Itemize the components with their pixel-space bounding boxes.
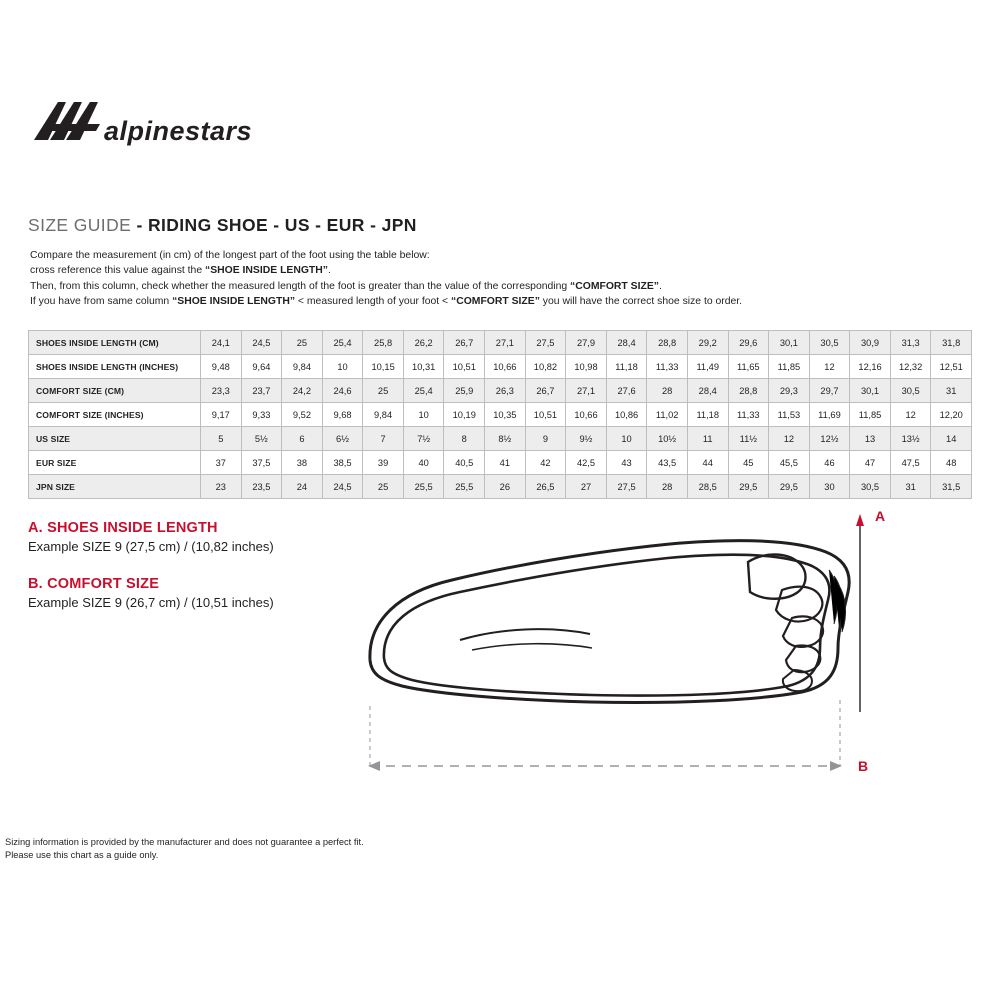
table-cell: 11,02 <box>647 403 688 427</box>
table-cell: 9,84 <box>282 355 323 379</box>
table-row-header: EUR SIZE <box>29 451 201 475</box>
instruction-line-3 <box>30 279 750 294</box>
table-cell: 37,5 <box>241 451 282 475</box>
marker-b-label: B <box>858 758 869 774</box>
table-cell: 39 <box>363 451 404 475</box>
table-cell: 25,8 <box>363 331 404 355</box>
table-cell: 9,68 <box>322 403 363 427</box>
table-cell: 28,4 <box>687 379 728 403</box>
table-cell: 8 <box>444 427 485 451</box>
table-cell: 24,5 <box>322 475 363 499</box>
table-cell: 38 <box>282 451 323 475</box>
table-cell: 40 <box>403 451 444 475</box>
table-cell: 30,5 <box>850 475 891 499</box>
legend-b-title: B. COMFORT SIZE <box>28 576 160 592</box>
table-row-header: SHOES INSIDE LENGTH (INCHES) <box>29 355 201 379</box>
table-cell: 26,7 <box>525 379 566 403</box>
table-cell: 11,33 <box>647 355 688 379</box>
table-cell: 8½ <box>485 427 526 451</box>
table-cell: 25,5 <box>403 475 444 499</box>
table-cell: 25,5 <box>444 475 485 499</box>
table-cell: 23,7 <box>241 379 282 403</box>
table-cell: 9,64 <box>241 355 282 379</box>
table-cell: 25 <box>363 475 404 499</box>
table-cell: 10,15 <box>363 355 404 379</box>
table-cell: 7 <box>363 427 404 451</box>
footer-disclaimer <box>5 836 364 862</box>
table-cell: 12½ <box>809 427 850 451</box>
table-row <box>29 403 972 427</box>
size-table-wrapper <box>28 330 972 499</box>
table-cell: 43,5 <box>647 451 688 475</box>
table-cell: 11,33 <box>728 403 769 427</box>
alpinestars-star-icon <box>28 96 258 168</box>
table-cell: 11,85 <box>850 403 891 427</box>
table-cell: 6 <box>282 427 323 451</box>
table-cell: 31,8 <box>931 331 972 355</box>
table-cell: 26,7 <box>444 331 485 355</box>
table-cell: 13½ <box>890 427 931 451</box>
table-row <box>29 427 972 451</box>
table-cell: 11,18 <box>687 403 728 427</box>
table-cell: 30,9 <box>850 331 891 355</box>
table-cell: 9,52 <box>282 403 323 427</box>
table-cell: 11,18 <box>606 355 647 379</box>
table-cell: 27,5 <box>525 331 566 355</box>
table-cell: 14 <box>931 427 972 451</box>
table-cell: 11,69 <box>809 403 850 427</box>
table-cell: 24,6 <box>322 379 363 403</box>
table-row-header: COMFORT SIZE (CM) <box>29 379 201 403</box>
instructions-block <box>30 248 750 310</box>
table-cell: 45,5 <box>769 451 810 475</box>
page-title-bold: - RIDING SHOE - US - EUR - JPN <box>136 215 417 235</box>
table-cell: 5 <box>201 427 242 451</box>
table-cell: 47 <box>850 451 891 475</box>
table-row-header: US SIZE <box>29 427 201 451</box>
table-row <box>29 355 972 379</box>
footer-line-1: Sizing information is provided by the manufacturer and does not guarantee a perfect fit. <box>5 837 364 847</box>
table-cell: 9,33 <box>241 403 282 427</box>
table-cell: 31 <box>890 475 931 499</box>
instruction-line-3-bold: “COMFORT SIZE” <box>570 280 659 292</box>
table-cell: 6½ <box>322 427 363 451</box>
table-cell: 12 <box>809 355 850 379</box>
table-cell: 10,31 <box>403 355 444 379</box>
table-cell: 25,4 <box>322 331 363 355</box>
legend-a-title: A. SHOES INSIDE LENGTH <box>28 520 218 536</box>
table-cell: 29,7 <box>809 379 850 403</box>
page-title-light: SIZE GUIDE <box>28 215 132 235</box>
table-cell: 23,3 <box>201 379 242 403</box>
table-cell: 30,1 <box>850 379 891 403</box>
table-cell: 27 <box>566 475 607 499</box>
table-cell: 28 <box>647 475 688 499</box>
table-cell: 9 <box>525 427 566 451</box>
legend-block <box>28 520 358 632</box>
table-row <box>29 379 972 403</box>
alpinestars-logo <box>28 96 258 168</box>
table-cell: 9,48 <box>201 355 242 379</box>
table-cell: 29,5 <box>769 475 810 499</box>
table-cell: 28,8 <box>728 379 769 403</box>
instruction-line-2-post: . <box>327 265 331 277</box>
table-cell: 10 <box>606 427 647 451</box>
table-cell: 29,2 <box>687 331 728 355</box>
foot-outline-icon <box>340 500 900 800</box>
table-cell: 10,98 <box>566 355 607 379</box>
table-cell: 42 <box>525 451 566 475</box>
table-cell: 37 <box>201 451 242 475</box>
table-cell: 45 <box>728 451 769 475</box>
table-cell: 29,6 <box>728 331 769 355</box>
table-cell: 10,51 <box>444 355 485 379</box>
size-table <box>28 330 972 499</box>
table-cell: 26,5 <box>525 475 566 499</box>
table-cell: 30,5 <box>809 331 850 355</box>
table-cell: 12,32 <box>890 355 931 379</box>
table-cell: 10,35 <box>485 403 526 427</box>
table-cell: 30 <box>809 475 850 499</box>
table-cell: 26,2 <box>403 331 444 355</box>
table-row-header: JPN SIZE <box>29 475 201 499</box>
table-row <box>29 451 972 475</box>
table-cell: 47,5 <box>890 451 931 475</box>
table-cell: 27,5 <box>606 475 647 499</box>
table-cell: 38,5 <box>322 451 363 475</box>
table-cell: 24,5 <box>241 331 282 355</box>
page-title <box>28 215 417 236</box>
table-cell: 11,85 <box>769 355 810 379</box>
foot-diagram <box>340 500 900 800</box>
table-cell: 10,51 <box>525 403 566 427</box>
instruction-line-4-mid: < measured length of your foot < <box>295 296 452 308</box>
table-cell: 11½ <box>728 427 769 451</box>
table-cell: 25 <box>282 331 323 355</box>
table-cell: 26 <box>485 475 526 499</box>
instruction-line-3-post: . <box>658 280 662 292</box>
table-cell: 25,4 <box>403 379 444 403</box>
instruction-line-4-bold2: “COMFORT SIZE” <box>451 296 540 308</box>
svg-text:alpinestars: alpinestars <box>104 116 253 146</box>
table-cell: 41 <box>485 451 526 475</box>
table-cell: 11,49 <box>687 355 728 379</box>
table-cell: 9,84 <box>363 403 404 427</box>
table-cell: 28,5 <box>687 475 728 499</box>
table-cell: 40,5 <box>444 451 485 475</box>
table-cell: 44 <box>687 451 728 475</box>
table-cell: 46 <box>809 451 850 475</box>
table-cell: 11 <box>687 427 728 451</box>
table-cell: 31 <box>931 379 972 403</box>
table-cell: 30,5 <box>890 379 931 403</box>
table-cell: 26,3 <box>485 379 526 403</box>
table-cell: 9½ <box>566 427 607 451</box>
table-row <box>29 331 972 355</box>
table-cell: 25 <box>363 379 404 403</box>
table-cell: 10 <box>403 403 444 427</box>
table-cell: 12 <box>769 427 810 451</box>
instruction-line-4-pre: If you have from same column <box>30 296 173 308</box>
instruction-line-2 <box>30 263 750 278</box>
table-cell: 24,2 <box>282 379 323 403</box>
table-cell: 12 <box>890 403 931 427</box>
legend-b-example: Example SIZE 9 (26,7 cm) / (10,51 inches) <box>28 595 274 610</box>
instruction-line-1: Compare the measurement (in cm) of the longest part of the foot using the table below: <box>30 250 430 261</box>
table-cell: 12,16 <box>850 355 891 379</box>
table-cell: 27,1 <box>566 379 607 403</box>
table-cell: 10,66 <box>485 355 526 379</box>
table-cell: 28,4 <box>606 331 647 355</box>
table-cell: 31,3 <box>890 331 931 355</box>
table-cell: 10,86 <box>606 403 647 427</box>
table-cell: 27,6 <box>606 379 647 403</box>
table-cell: 7½ <box>403 427 444 451</box>
table-cell: 28,8 <box>647 331 688 355</box>
table-row-header: SHOES INSIDE LENGTH (CM) <box>29 331 201 355</box>
table-cell: 28 <box>647 379 688 403</box>
table-cell: 5½ <box>241 427 282 451</box>
table-cell: 43 <box>606 451 647 475</box>
table-cell: 23 <box>201 475 242 499</box>
table-row <box>29 475 972 499</box>
table-cell: 24,1 <box>201 331 242 355</box>
table-cell: 48 <box>931 451 972 475</box>
table-cell: 42,5 <box>566 451 607 475</box>
table-cell: 9,17 <box>201 403 242 427</box>
table-cell: 12,51 <box>931 355 972 379</box>
marker-a-label: A <box>875 508 886 524</box>
table-cell: 31,5 <box>931 475 972 499</box>
table-cell: 27,9 <box>566 331 607 355</box>
footer-line-2: Please use this chart as a guide only. <box>5 850 159 860</box>
table-cell: 27,1 <box>485 331 526 355</box>
table-cell: 25,9 <box>444 379 485 403</box>
instruction-line-4 <box>30 294 750 309</box>
legend-a-example: Example SIZE 9 (27,5 cm) / (10,82 inches) <box>28 539 274 554</box>
instruction-line-3-pre: Then, from this column, check whether the measured length of the foot is greater than the value of the corresponding <box>30 280 571 292</box>
table-cell: 12,20 <box>931 403 972 427</box>
table-cell: 24 <box>282 475 323 499</box>
table-cell: 10,66 <box>566 403 607 427</box>
table-cell: 29,5 <box>728 475 769 499</box>
table-cell: 10,19 <box>444 403 485 427</box>
table-row-header: COMFORT SIZE (INCHES) <box>29 403 201 427</box>
table-cell: 11,65 <box>728 355 769 379</box>
table-cell: 13 <box>850 427 891 451</box>
table-cell: 10 <box>322 355 363 379</box>
instruction-line-4-post: you will have the correct shoe size to order. <box>539 296 743 308</box>
table-cell: 29,3 <box>769 379 810 403</box>
table-cell: 23,5 <box>241 475 282 499</box>
instruction-line-2-bold: “SHOE INSIDE LENGTH” <box>205 265 328 277</box>
table-cell: 10,82 <box>525 355 566 379</box>
table-cell: 30,1 <box>769 331 810 355</box>
table-cell: 10½ <box>647 427 688 451</box>
instruction-line-4-bold1: “SHOE INSIDE LENGTH” <box>172 296 296 308</box>
table-cell: 11,53 <box>769 403 810 427</box>
instruction-line-2-pre: cross reference this value against the <box>30 265 206 277</box>
